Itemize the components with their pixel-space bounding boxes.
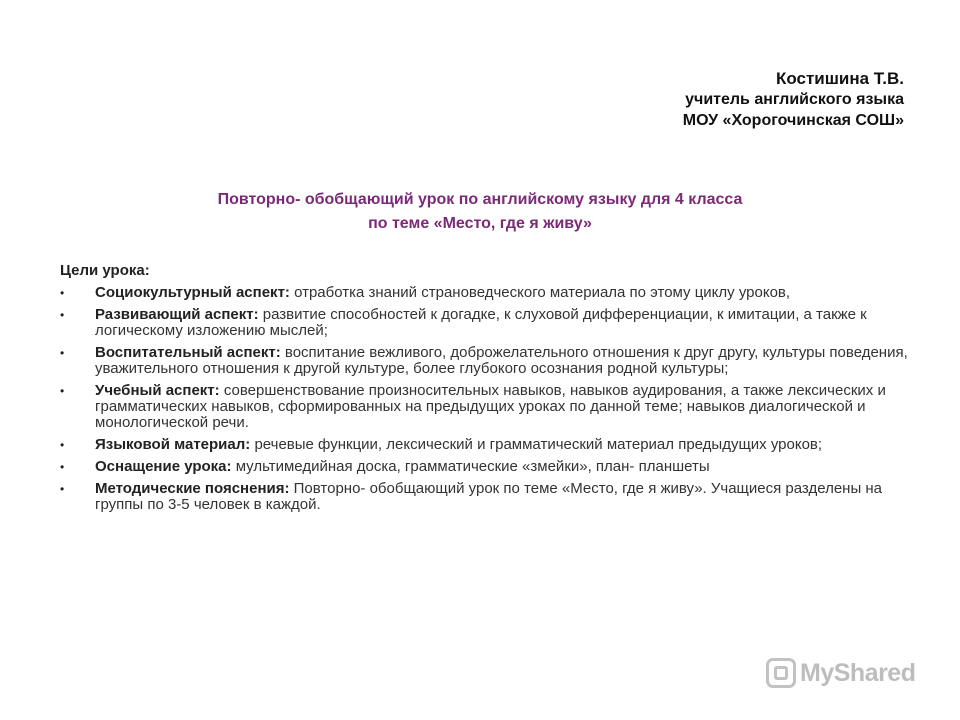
lesson-title (0, 188, 960, 236)
goals-list (60, 285, 908, 519)
goal-label: Развивающий аспект: (95, 306, 259, 323)
goal-text: отработка знаний страноведческого материала по этому циклу уроков, (289, 284, 791, 301)
bullet-icon: • (60, 438, 65, 452)
goal-item-sociocultural (60, 285, 908, 301)
goal-label: Социокультурный аспект: (95, 284, 290, 301)
goal-text: Повторно- обобщающий урок по теме «Место, где я живу». Учащиеся разделены на группы по 3-5 человек в каждой. (95, 480, 883, 513)
bullet-icon: • (60, 308, 65, 322)
goals-heading: Цели урока: (60, 262, 150, 279)
myshared-logo-icon (766, 658, 796, 688)
goal-text: речевые функции, лексический и грамматический материал предыдущих уроков; (250, 436, 823, 453)
author-block (683, 68, 904, 131)
bullet-icon: • (60, 286, 65, 300)
goal-label: Учебный аспект: (95, 382, 220, 399)
goal-item-developmental (60, 307, 908, 339)
lesson-title-line-2: по теме «Место, где я живу» (368, 215, 592, 232)
goal-item-equipment (60, 459, 908, 475)
bullet-icon: • (60, 346, 65, 360)
author-name: Костишина Т.В. (775, 69, 904, 88)
goal-label: Методические пояснения: (95, 480, 290, 497)
goal-item-educational (60, 345, 908, 377)
goal-label: Оснащение урока: (95, 458, 232, 475)
author-position: учитель английского языка (685, 91, 904, 108)
bullet-icon: • (60, 460, 65, 474)
myshared-watermark (766, 655, 915, 691)
bullet-icon: • (60, 482, 65, 496)
goal-text: воспитание вежливого, доброжелательного отношения к друг другу, культуры поведения, уважительного отношения к другой культуре, более глубокого осознания родной культуры; (95, 344, 908, 377)
goal-item-methodical-notes (60, 481, 908, 513)
lesson-title-line-1: Повторно- обобщающий урок по английскому языку для 4 класса (217, 191, 743, 208)
goal-label: Воспитательный аспект: (95, 344, 281, 361)
watermark-brand: MyShared (800, 658, 916, 687)
goal-text: развитие способностей к догадке, к слуховой дифференциации, к имитации, а также к логическому изложению мыслей; (95, 306, 867, 339)
bullet-icon: • (60, 384, 65, 398)
author-school: МОУ «Хорогочинская СОШ» (682, 112, 904, 129)
goal-text: мультимедийная доска, грамматические «змейки», план- планшеты (231, 458, 710, 475)
goal-label: Языковой материал: (95, 436, 251, 453)
goal-text: совершенствование произносительных навыков, навыков аудирования, а также лексических и грамматических навыков, сформированных на предыдущих уроках по данной теме; навыков диалогической и монологической речи. (95, 382, 886, 431)
goal-item-learning (60, 383, 908, 431)
goal-item-language-material (60, 437, 908, 453)
